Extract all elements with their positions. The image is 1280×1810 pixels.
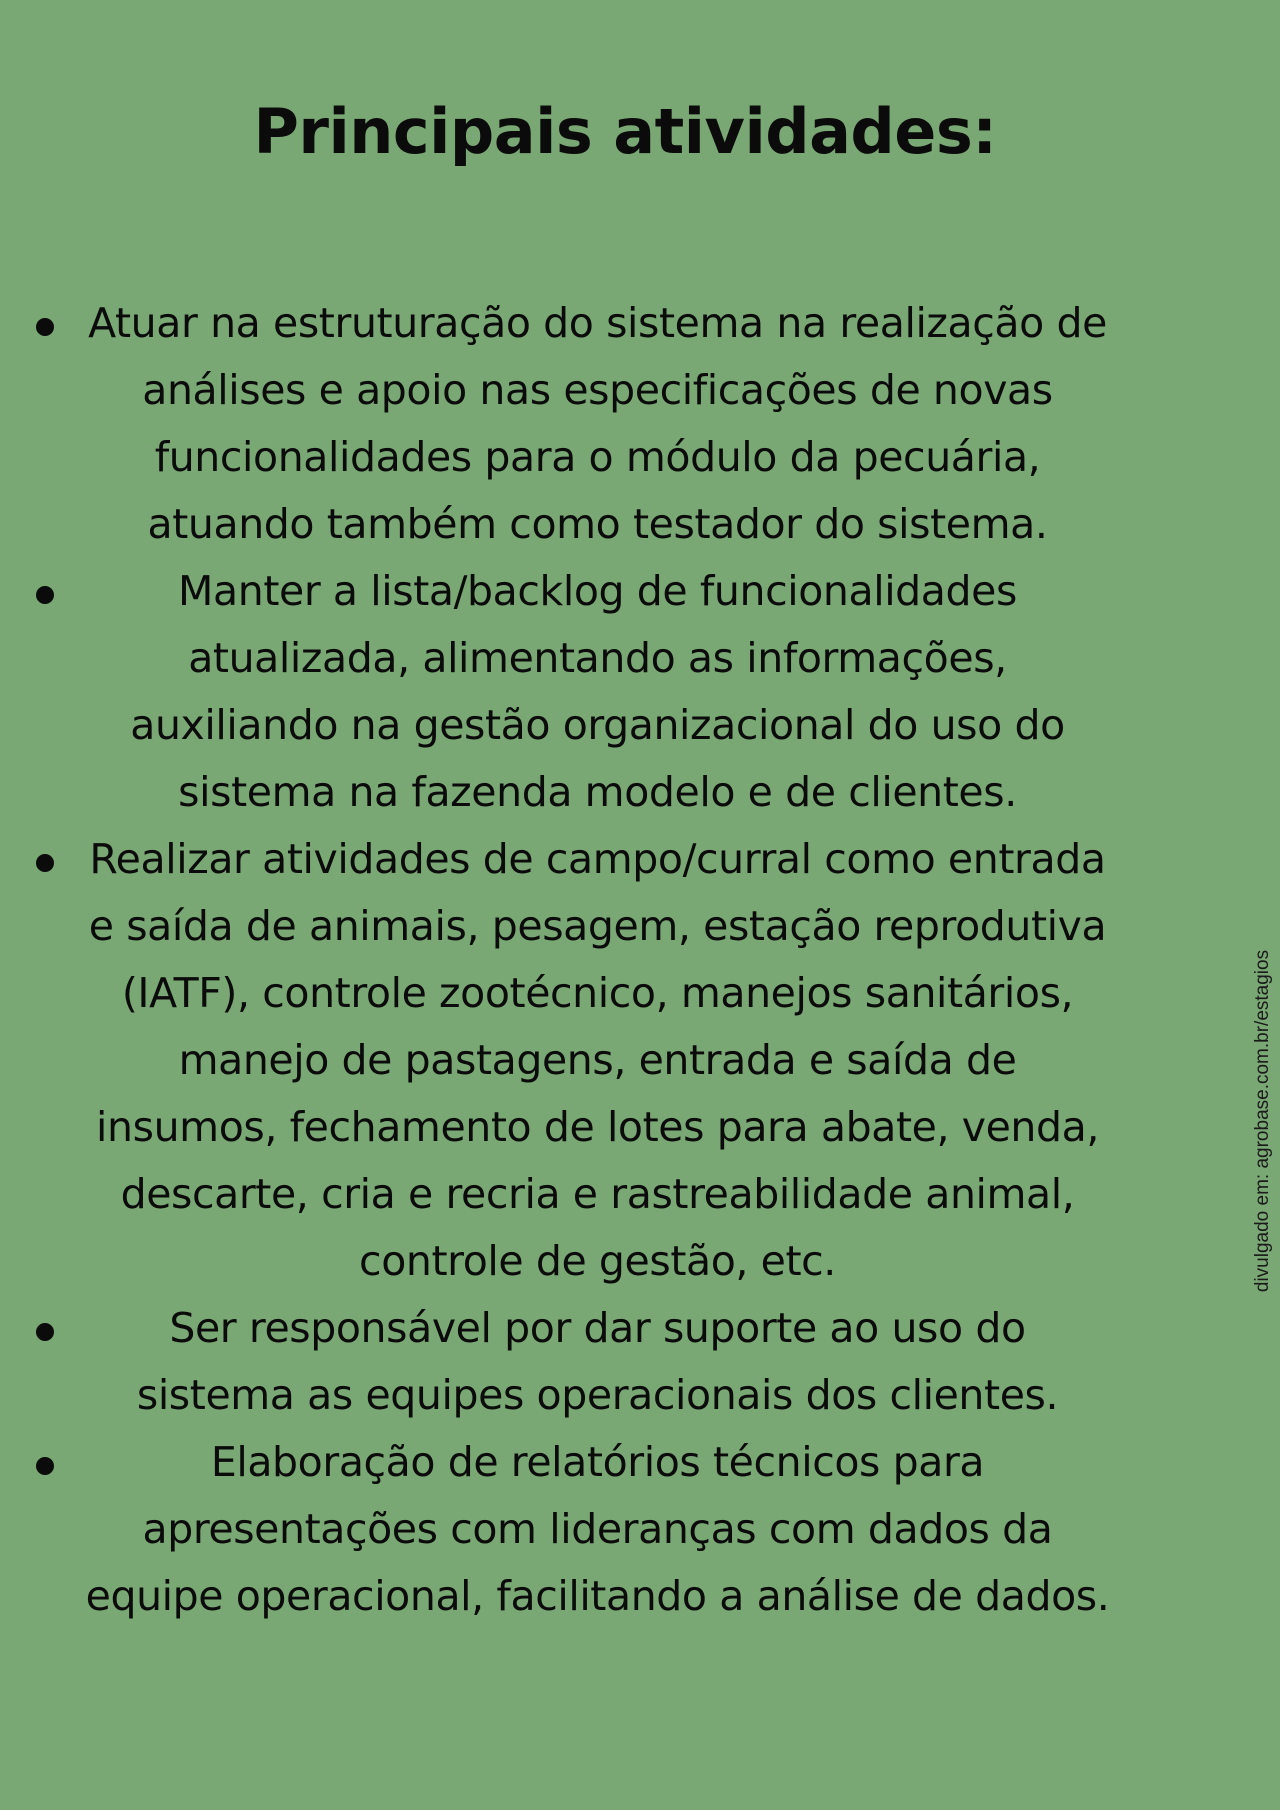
list-item (0, 1295, 1280, 1429)
bullet-icon (36, 1457, 54, 1475)
list-item (0, 290, 1280, 558)
source-note: divulgado em: agrobase.com.br/estagios (1252, 949, 1273, 1293)
bullet-icon (36, 318, 54, 336)
list-item (0, 558, 1280, 826)
list-item (0, 1429, 1280, 1630)
list-item-text: Elaboração de relatórios técnicos para apresentações com lideranças com dados da equipe operacional, facilitando a análise de dados. (85, 1438, 1110, 1620)
list-item-text: Ser responsável por dar suporte ao uso do sistema as equipes operacionais dos clientes. (136, 1304, 1059, 1419)
list-item-text: Manter a lista/backlog de funcionalidades atualizada, alimentando as informações, auxiliando na gestão organizacional do uso do sistema na fazenda modelo e de clientes. (130, 567, 1065, 816)
list-item-text: Realizar atividades de campo/curral como entrada e saída de animais, pesagem, estação reprodutiva (IATF), controle zootécnico, manejos sanitários, manejo de pastagens, entrada e saída de insumos, fechamento de lotes para abate, venda, descarte, cria e recria e rastreabilidade animal, controle de gestão, etc. (88, 835, 1107, 1285)
activities-list (0, 290, 1280, 1630)
bullet-icon (36, 586, 54, 604)
page-title: Principais atividades: (253, 95, 997, 168)
list-item (0, 826, 1280, 1295)
bullet-icon (36, 854, 54, 872)
list-item-text: Atuar na estruturação do sistema na realização de análises e apoio nas especificações de novas funcionalidades para o módulo da pecuária, atuando também como testador do sistema. (88, 299, 1107, 548)
bullet-icon (36, 1323, 54, 1341)
